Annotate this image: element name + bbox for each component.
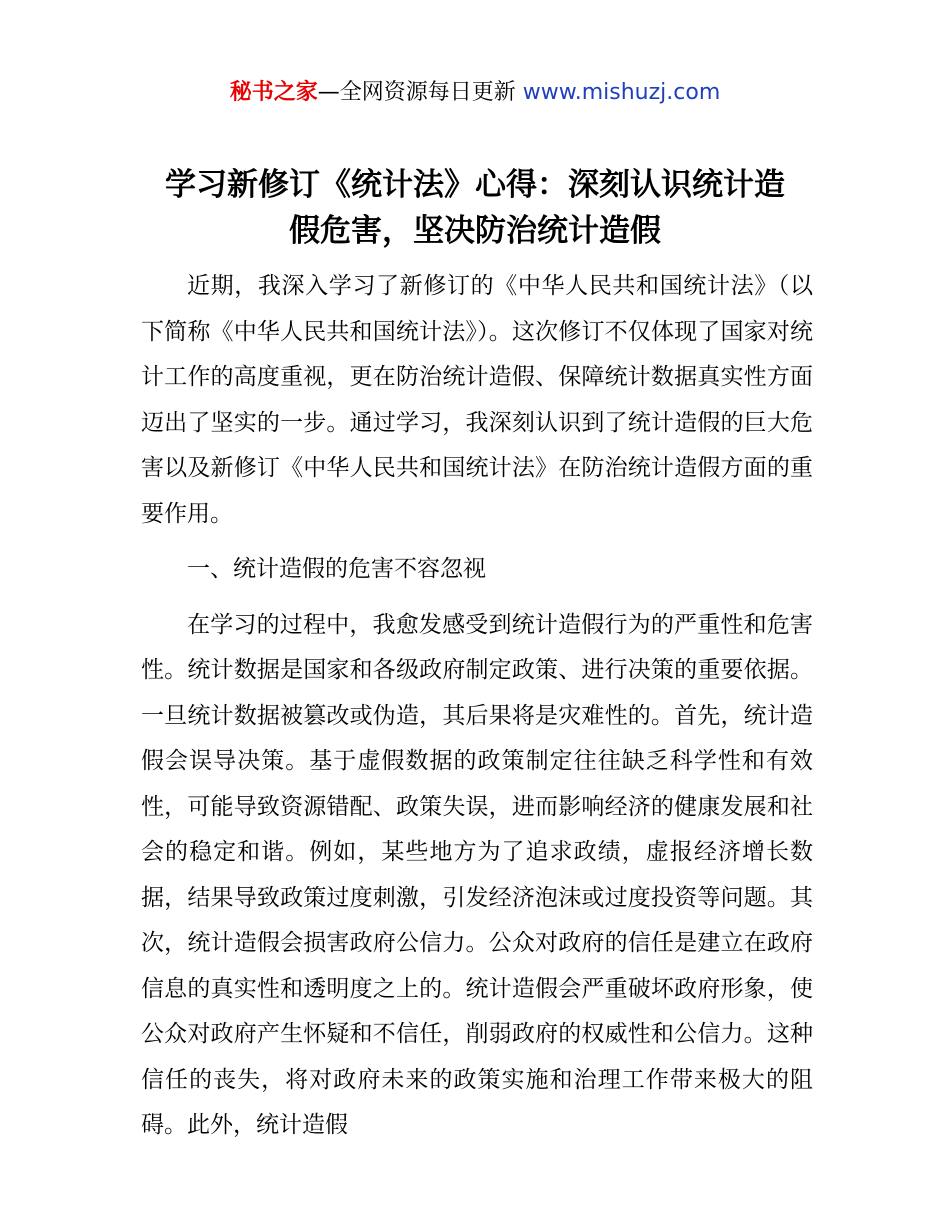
document-title	[140, 162, 810, 254]
title-line-1: 学习新修订《统计法》心得：深刻认识统计造	[165, 167, 785, 203]
title-line-2: 假危害，坚决防治统计造假	[289, 213, 661, 249]
body-paragraph: 在学习的过程中，我愈发感受到统计造假行为的严重性和危害性。统计数据是国家和各级政府制定政策、进行决策的重要依据。一旦统计数据被篡改或伪造，其后果将是灾难性的。首先，统计造假会误导决策。基于虚假数据的政策制定往往缺乏科学性和有效性，可能导致资源错配、政策失误，进而影响经济的健康发展和社会的稳定和谐。例如，某些地方为了追求政绩，虚报经济增长数据，结果导致政策过度刺激，引发经济泡沫或过度投资等问题。其次，统计造假会损害政府公信力。公众对政府的信任是建立在政府信息的真实性和透明度之上的。统计造假会严重破坏政府形象，使公众对政府产生怀疑和不信任，削弱政府的权威性和公信力。这种信任的丧失，将对政府未来的政策实施和治理工作带来极大的阻碍。此外，统计造假	[141, 611, 813, 1138]
brand-name: 秘书之家	[229, 80, 318, 105]
site-header	[0, 78, 950, 108]
intro-paragraph: 近期，我深入学习了新修订的《中华人民共和国统计法》（以下简称《中华人民共和国统计法》）。这次修订不仅体现了国家对统计工作的高度重视，更在防治统计造假、保障统计数据真实性方面迈出了坚实的一步。通过学习，我深刻认识到了统计造假的巨大危害以及新修订《中华人民共和国统计法》在防治统计造假方面的重要作用。	[141, 273, 813, 527]
section-heading-1: 一、统计造假的危害不容忽视	[187, 556, 486, 582]
header-tagline: —全网资源每日更新	[317, 80, 523, 105]
document-body	[141, 264, 813, 1149]
site-url-link[interactable]: www.mishuzj.com	[522, 80, 721, 105]
